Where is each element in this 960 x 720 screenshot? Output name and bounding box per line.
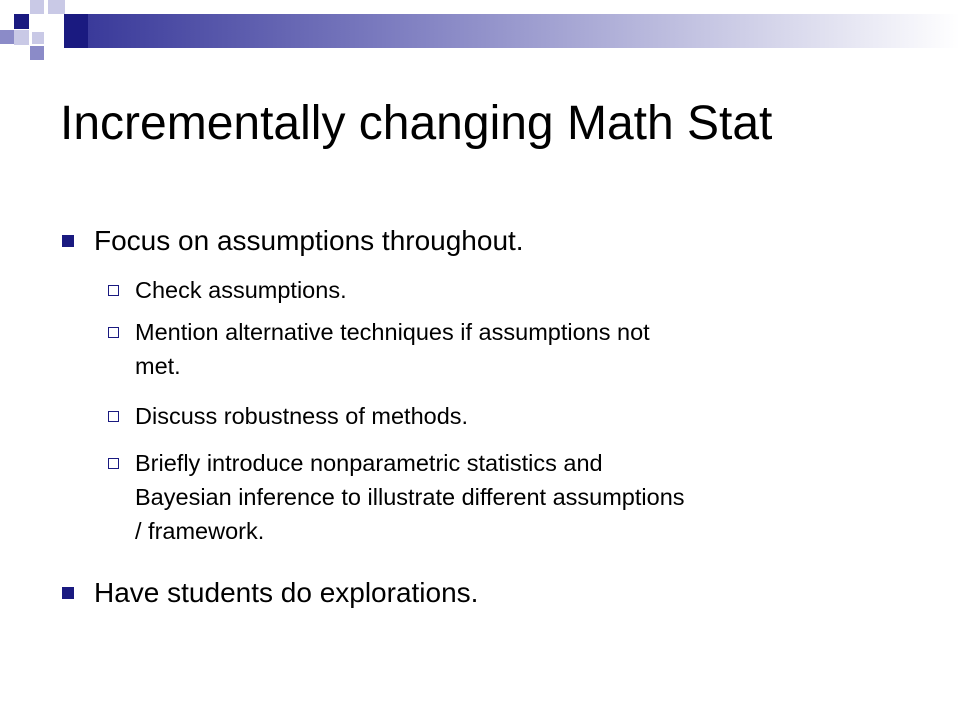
banner-square-navy-icon bbox=[14, 14, 29, 29]
hollow-square-icon bbox=[108, 285, 119, 296]
filled-square-icon bbox=[62, 235, 74, 247]
hollow-square-icon bbox=[108, 458, 119, 469]
banner-square-mid-icon bbox=[0, 30, 14, 44]
bullet-line: Check assumptions. bbox=[135, 277, 347, 303]
bullet-line: Mention alternative techniques if assumptions not bbox=[135, 319, 650, 345]
banner-square-mid-icon bbox=[30, 46, 44, 60]
banner-square-light-icon bbox=[14, 30, 29, 45]
banner-square-navy-icon bbox=[64, 14, 88, 48]
bullet-line: Briefly introduce nonparametric statistics and bbox=[135, 450, 603, 476]
bullet-level2 bbox=[135, 273, 905, 307]
bullet-level1: Have students do explorations. bbox=[94, 577, 479, 608]
slide-title: Incrementally changing Math Stat bbox=[60, 97, 773, 150]
header-banner bbox=[88, 14, 960, 48]
banner-square-light-icon bbox=[32, 32, 44, 44]
bullet-line: met. bbox=[135, 353, 181, 379]
banner-square-light-icon bbox=[30, 0, 44, 14]
bullet-level2 bbox=[135, 446, 905, 548]
bullet-line: Bayesian inference to illustrate different assumptions bbox=[135, 484, 685, 510]
bullet-level1: Focus on assumptions throughout. bbox=[94, 225, 524, 256]
banner-square-light-icon bbox=[48, 0, 65, 14]
hollow-square-icon bbox=[108, 327, 119, 338]
bullet-line: / framework. bbox=[135, 518, 265, 544]
bullet-level2 bbox=[135, 399, 905, 433]
bullet-line: Discuss robustness of methods. bbox=[135, 403, 469, 429]
bullet-level2 bbox=[135, 315, 905, 383]
filled-square-icon bbox=[62, 587, 74, 599]
hollow-square-icon bbox=[108, 411, 119, 422]
